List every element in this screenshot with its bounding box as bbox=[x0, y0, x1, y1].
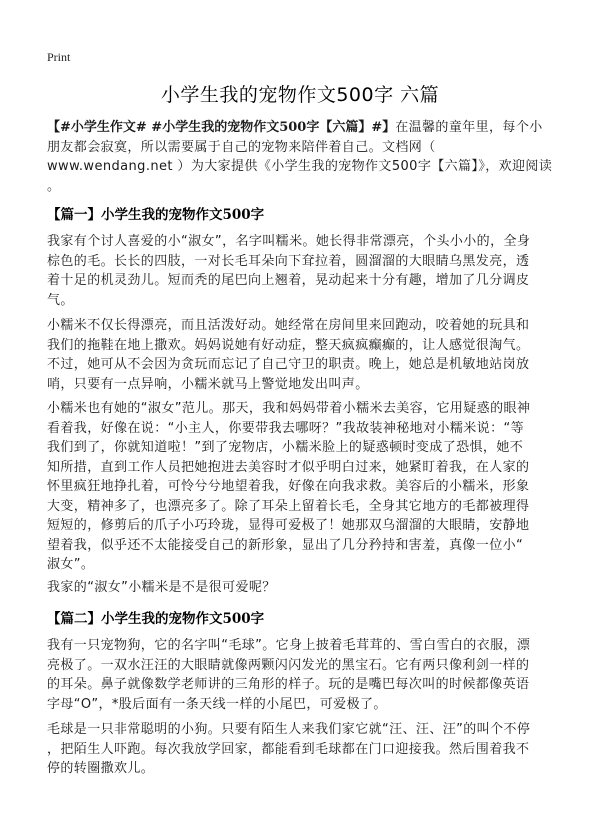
text-line: 的耳朵。鼻子就像数学老师讲的三角形的样子。玩的是嘴巴每次叫的时候都像英语 bbox=[47, 677, 530, 692]
document-title: 小学生我的宠物作文500字 六篇 bbox=[160, 84, 440, 106]
paragraph bbox=[47, 232, 567, 310]
text-line: 短短的，修剪后的爪子小巧玲珑，显得可爱极了！她那双乌溜溜的大眼睛，安静地 bbox=[47, 518, 530, 533]
intro-line: www.wendang.net ）为大家提供《小学生我的宠物作文500字【六篇】》，欢迎阅读 bbox=[47, 159, 553, 174]
intro-bold-lead: 【#小学生作文# #小学生我的宠物作文500字【六篇】#】 bbox=[47, 120, 396, 135]
text-line: 棕色的毛。长长的四肢，一对长毛耳朵向下耷拉着，圆溜溜的大眼睛乌黑发亮，透 bbox=[47, 253, 530, 269]
text-line: 我有一只宠物狗，它的名字叫“毛球”。它身上披着毛茸茸的、雪白雪白的衣服，漂 bbox=[47, 638, 531, 653]
intro-line: 。 bbox=[47, 178, 61, 194]
text-line: 字母“O”，*股后面有一条天线一样的小尾巴，可爱极了。 bbox=[47, 696, 387, 712]
text-line: 哨，只要有一点异响，小糯米就马上警觉地发出叫声。 bbox=[47, 376, 369, 392]
text-line: 大变，精神多了，也漂亮多了。除了耳朵上留着长毛，全身其它地方的毛都被理得 bbox=[47, 498, 530, 514]
text-line: 小糯米不仅长得漂亮，而且活泼好动。她经常在房间里来回跑动，咬着她的玩具和 bbox=[47, 318, 530, 333]
paragraph bbox=[47, 578, 567, 598]
text-line: 亮极了。一双水汪汪的大眼睛就像两颗闪闪发光的黑宝石。它有两只像利剑一样的 bbox=[47, 657, 530, 673]
paragraph bbox=[47, 636, 567, 714]
text-line: 知所措，直到工作人员把她抱进去美容时才似乎明白过来，她紧盯着我，在人家的 bbox=[47, 459, 530, 475]
section-heading: 【篇一】小学生我的宠物作文500字 bbox=[47, 207, 265, 223]
intro-line: 朋友都会寂寞，所以需要属于自己的宠物来陪伴着自己。文档网（ bbox=[47, 139, 436, 155]
text-line: 我们到了，你就知道啦！”到了宠物店，小糯米脸上的疑惑顿时变成了恐惧，她不 bbox=[47, 440, 524, 455]
intro-paragraph bbox=[47, 118, 567, 196]
paragraph bbox=[47, 399, 567, 575]
text-line: 看着我，好像在说：“小主人，你要带我去哪呀？”我故装神秘地对小糯米说：“等 bbox=[47, 420, 525, 436]
text-line: 淑女”。 bbox=[47, 557, 95, 572]
text-line: 望着我，似乎还不太能接受自己的新形象，显出了几分矜持和害羞，真像一位小“ bbox=[47, 537, 524, 553]
text-line: 我家的“淑女”小糯米是不是很可爱呢？ bbox=[47, 580, 276, 595]
text-line: 我家有个讨人喜爱的小“淑女”，名字叫糯米。她长得非常漂亮，个头小小的，全身 bbox=[47, 234, 531, 249]
paragraph bbox=[47, 720, 567, 779]
section-heading: 【篇二】小学生我的宠物作文500字 bbox=[47, 611, 265, 627]
text-line: 毛球是一只非常聪明的小狗。只要有陌生人来我们家它就“汪、汪、汪”的叫个不停 bbox=[47, 722, 531, 737]
text-line: 停的转圈撒欢儿。 bbox=[47, 761, 155, 776]
text-line: 气。 bbox=[47, 292, 74, 308]
paragraph bbox=[47, 316, 567, 394]
text-line: 小糯米也有她的“淑女”范儿。那天，我和妈妈带着小糯米去美容，它用疑惑的眼神 bbox=[47, 401, 531, 416]
print-label: Print bbox=[47, 50, 71, 64]
text-line: 怀里疯狂地挣扎着，可怜兮兮地望着我，好像在向我求救。美容后的小糯米，形象 bbox=[47, 479, 530, 494]
text-line: 着十足的机灵劲儿。短而秃的尾巴向上翘着，晃动起来十分有趣，增加了几分调皮 bbox=[47, 273, 530, 288]
text-line: ，把陌生人吓跑。每次我放学回家，都能看到毛球都在门口迎接我。然后围着我不 bbox=[47, 741, 530, 757]
text-line: 不过，她可从不会因为贪玩而忘记了自己守卫的职责。晚上，她总是机敏地站岗放 bbox=[47, 357, 530, 372]
text-line: 我们的拖鞋在地上撒欢。妈妈说她有好动症，整天疯疯癫癫的，让人感觉很淘气。 bbox=[47, 337, 530, 353]
intro-line: 【#小学生作文# #小学生我的宠物作文500字【六篇】#】在温馨的童年里，每个小 bbox=[47, 120, 543, 135]
